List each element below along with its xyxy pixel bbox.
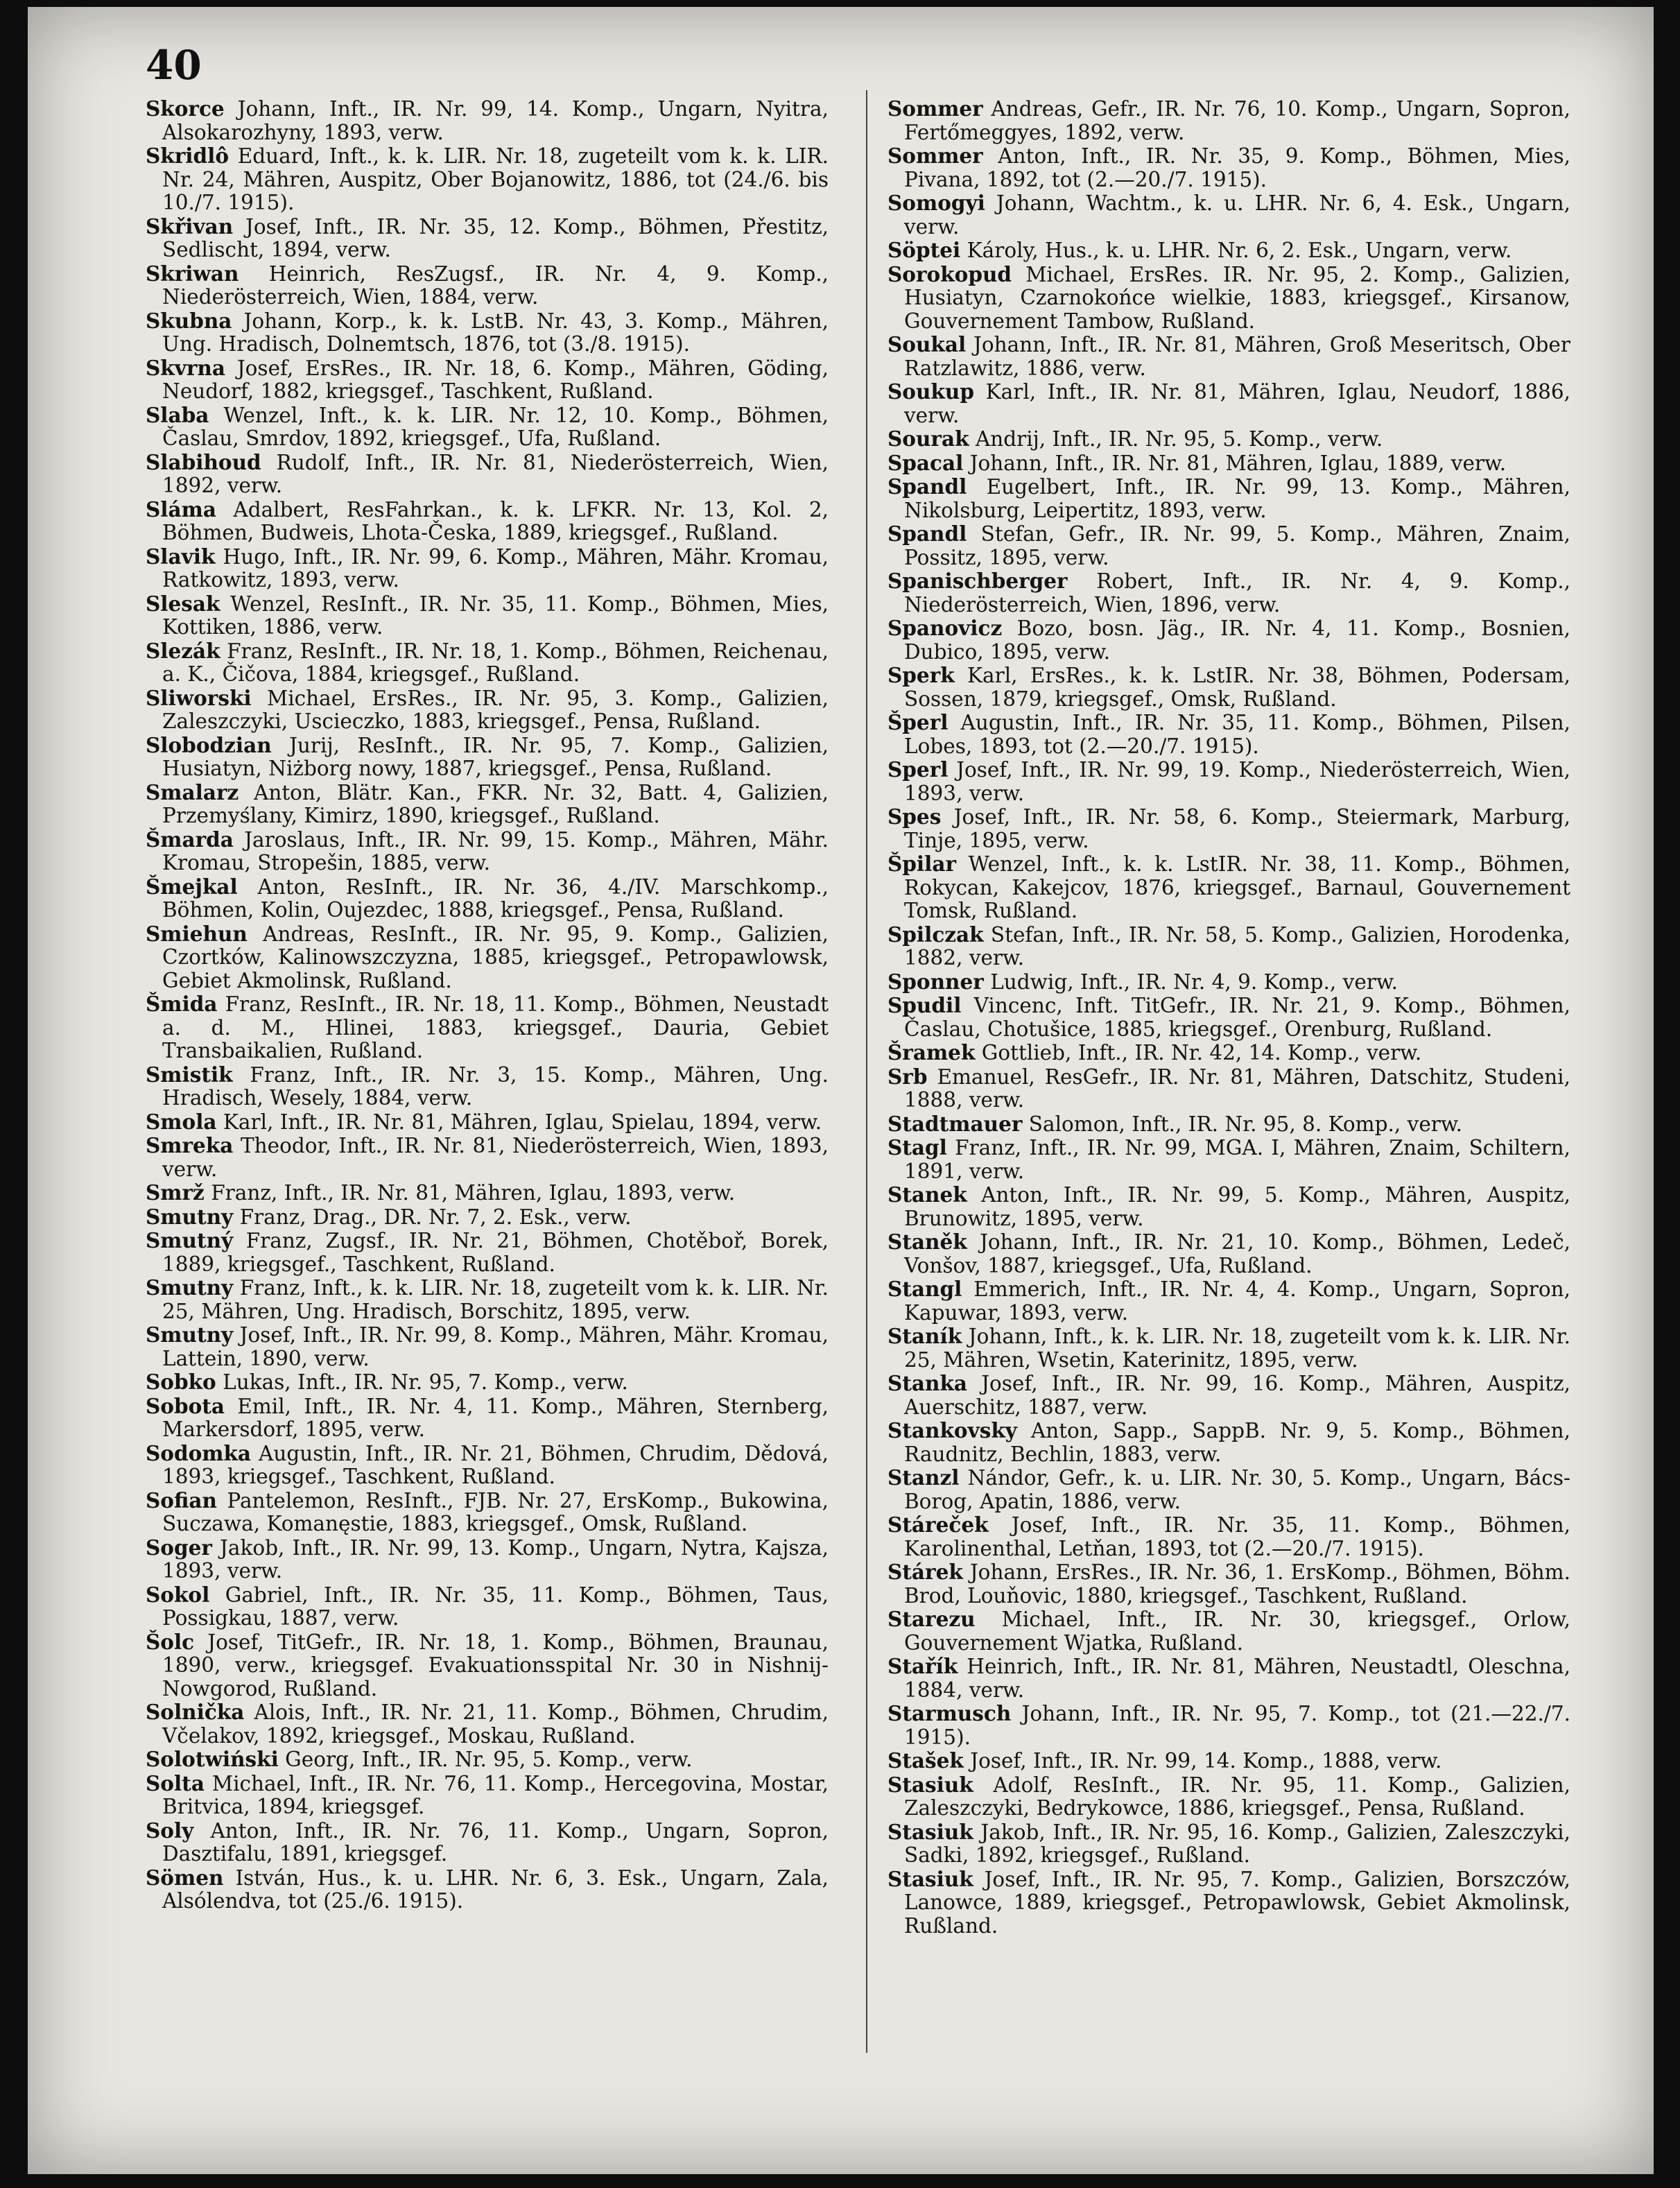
entry-name: Stangl <box>887 1277 962 1301</box>
list-item <box>146 1700 829 1748</box>
entry-name: Stankovsky <box>887 1418 1017 1442</box>
entry-name: Spilczak <box>887 922 984 947</box>
entry-name: Staněk <box>887 1230 967 1254</box>
list-item <box>887 427 1570 451</box>
list-item <box>146 875 829 922</box>
entry-text: Michael, ErsRes., IR. Nr. 95, 3. Komp., Galizien, Zaleszczyki, Uscieczko, 1883, kriegsgef., Pensa, Rußland. <box>162 686 829 733</box>
entry-name: Skřivan <box>146 214 234 239</box>
entry-text: Franz, Inft., IR. Nr. 3, 15. Komp., Mähren, Ung. Hradisch, Wesely, 1884, verw. <box>162 1062 829 1110</box>
entry-text: Anton, ResInft., IR. Nr. 36, 4./IV. Marschkomp., Böhmen, Kolin, Oujezdec, 1888, kriegsgef., Pensa, Rußland. <box>162 875 829 922</box>
entry-text: Franz, Inft., IR. Nr. 81, Mähren, Iglau, 1893, verw. <box>204 1181 736 1205</box>
entry-text: Nándor, Gefr., k. u. LIR. Nr. 30, 5. Komp., Ungarn, Bács-Borog, Apatin, 1886, verw. <box>904 1466 1570 1513</box>
list-item <box>887 144 1570 191</box>
entry-text: Ludwig, Inft., IR. Nr. 4, 9. Komp., verw. <box>983 970 1398 994</box>
list-item <box>146 1110 829 1135</box>
list-item <box>146 1583 829 1630</box>
list-item <box>146 781 829 828</box>
list-item <box>146 687 829 734</box>
page-number: 40 <box>146 42 202 89</box>
list-item <box>146 992 829 1063</box>
entry-text: Adolf, ResInft., IR. Nr. 95, 11. Komp., Galizien, Zaleszczyki, Bedrykowce, 1886, kriegsgef., Pensa, Rußland. <box>904 1773 1570 1820</box>
list-item <box>887 191 1570 239</box>
entry-name: Stašek <box>887 1748 964 1773</box>
entry-name: Slesak <box>146 591 220 616</box>
entry-name: Slabihoud <box>146 449 261 474</box>
entry-text: Jakob, Inft., IR. Nr. 95, 16. Komp., Galizien, Zaleszczyki, Sadki, 1892, kriegsgef., Rußland. <box>904 1820 1570 1867</box>
entry-name: Slezák <box>146 638 220 663</box>
entry-text: Hugo, Inft., IR. Nr. 99, 6. Komp., Mähren, Mähr. Kromau, Ratkowitz, 1893, verw. <box>162 544 829 592</box>
entry-text: Michael, ErsRes. IR. Nr. 95, 2. Komp., Galizien, Husiatyn, Czarnokońce wielkie, 1883, kriegsgef., Kirsanow, Gouvernement Tambow, Rußland. <box>904 262 1570 333</box>
entry-name: Smutny <box>146 1204 234 1229</box>
entry-name: Somogyi <box>887 191 985 215</box>
list-item <box>887 1183 1570 1230</box>
entry-text: Josef, Inft., IR. Nr. 99, 8. Komp., Mähren, Mähr. Kromau, Lattein, 1890, verw. <box>162 1323 829 1370</box>
entry-name: Špilar <box>887 852 957 876</box>
entry-text: Josef, ErsRes., IR. Nr. 18, 6. Komp., Mähren, Göding, Neudorf, 1882, kriegsgef., Taschkent, Rußland. <box>162 356 829 403</box>
entry-name: Sperl <box>887 757 949 782</box>
list-item <box>887 333 1570 380</box>
entry-text: Emanuel, ResGefr., IR. Nr. 81, Mähren, Datschitz, Studeni, 1888, verw. <box>904 1065 1570 1112</box>
list-item <box>887 263 1570 334</box>
entry-text: Michael, Inft., IR. Nr. 76, 11. Komp., Hercegovina, Mostar, Britvica, 1894, kriegsgef. <box>162 1771 829 1818</box>
list-item <box>887 1372 1570 1419</box>
entry-text: Franz, Inft., k. k. LIR. Nr. 18, zugeteilt vom k. k. LIR. Nr. 25, Mähren, Ung. Hradisch, Borschitz, 1895, verw. <box>162 1276 829 1323</box>
list-item <box>887 1773 1570 1820</box>
list-item <box>887 617 1570 664</box>
list-item <box>887 994 1570 1041</box>
list-item <box>887 758 1570 805</box>
entry-name: Sofian <box>146 1488 217 1513</box>
entry-text: Jaroslaus, Inft., IR. Nr. 99, 15. Komp., Mähren, Mähr. Kromau, Stropešin, 1885, verw. <box>162 827 829 875</box>
list-item <box>887 1136 1570 1183</box>
list-item <box>887 1466 1570 1513</box>
entry-name: Skridlô <box>146 144 230 168</box>
entry-text: Heinrich, Inft., IR. Nr. 81, Mähren, Neustadtl, Oleschna, 1884, verw. <box>904 1655 1570 1702</box>
list-item <box>146 262 829 309</box>
list-item <box>887 664 1570 711</box>
entry-text: Vincenc, Inft. TitGefr., IR. Nr. 21, 9. Komp., Böhmen, Časlau, Chotušice, 1885, kriegsgef., Orenburg, Rußland. <box>904 994 1570 1041</box>
list-item <box>887 1325 1570 1372</box>
entry-name: Smutny <box>146 1323 234 1347</box>
entry-text: Josef, Inft., IR. Nr. 99, 19. Komp., Niederösterreich, Wien, 1893, verw. <box>904 758 1570 805</box>
entry-text: Jurij, ResInft., IR. Nr. 95, 7. Komp., Galizien, Husiatyn, Niżborg nowy, 1887, kriegsgef., Pensa, Rußland. <box>162 733 829 780</box>
list-item <box>146 1536 829 1583</box>
entry-text: Gabriel, Inft., IR. Nr. 35, 11. Komp., Böhmen, Taus, Possigkau, 1887, verw. <box>162 1583 829 1630</box>
right-column <box>887 97 1570 1938</box>
list-item <box>887 97 1570 144</box>
entry-name: Stanka <box>887 1371 968 1395</box>
entry-text: Franz, Zugsf., IR. Nr. 21, Böhmen, Chotěboř, Borek, 1889, kriegsgef., Taschkent, Rußland. <box>162 1229 829 1276</box>
entry-name: Šperl <box>887 710 949 734</box>
entry-name: Spandl <box>887 474 967 499</box>
list-item <box>887 522 1570 569</box>
entry-name: Staník <box>887 1324 962 1348</box>
entry-name: Solnička <box>146 1700 245 1724</box>
entry-name: Sperk <box>887 663 955 687</box>
list-item <box>887 1820 1570 1868</box>
entry-text: Karl, Inft., IR. Nr. 81, Mähren, Iglau, Neudorf, 1886, verw. <box>904 380 1570 427</box>
entry-text: Franz, Inft., IR. Nr. 99, MGA. I, Mähren, Znaim, Schiltern, 1891, verw. <box>904 1136 1570 1183</box>
entry-text: Bozo, bosn. Jäg., IR. Nr. 4, 11. Komp., Bosnien, Dubico, 1895, verw. <box>904 617 1570 664</box>
entry-text: Johann, Inft., IR. Nr. 81, Mähren, Groß Meseritsch, Ober Ratzlawitz, 1886, verw. <box>904 333 1570 380</box>
entry-name: Spanovicz <box>887 616 1003 640</box>
entry-text: Alois, Inft., IR. Nr. 21, 11. Komp., Böhmen, Chrudim, Včelakov, 1892, kriegsgef., Moskau, Rußland. <box>162 1700 829 1748</box>
entry-text: Johann, Inft., IR. Nr. 81, Mähren, Iglau, 1889, verw. <box>963 451 1507 475</box>
list-item <box>887 1419 1570 1466</box>
list-item <box>887 852 1570 923</box>
entry-text: Lukas, Inft., IR. Nr. 95, 7. Komp., verw. <box>216 1370 628 1394</box>
entry-text: Anton, Sapp., SappB. Nr. 9, 5. Komp., Böhmen, Raudnitz, Bechlin, 1883, verw. <box>904 1419 1570 1466</box>
entry-text: Anton, Blätr. Kan., FKR. Nr. 32, Batt. 4, Galizien, Przemyślany, Kimirz, 1890, kriegsgef., Rußland. <box>162 780 829 827</box>
list-item <box>146 1395 829 1442</box>
entry-name: Sorokopud <box>887 261 1012 286</box>
list-item <box>146 592 829 639</box>
entry-text: Augustin, Inft., IR. Nr. 35, 11. Komp., Böhmen, Pilsen, Lobes, 1893, tot (2.—20./7. 1915). <box>904 711 1570 758</box>
list-item <box>146 1772 829 1819</box>
entry-text: Emmerich, Inft., IR. Nr. 4, 4. Komp., Ungarn, Sopron, Kapuwar, 1893, verw. <box>904 1277 1570 1325</box>
list-item <box>887 1230 1570 1277</box>
list-item <box>146 1134 829 1181</box>
entry-text: Eugelbert, Inft., IR. Nr. 99, 13. Komp., Mähren, Nikolsburg, Leipertitz, 1893, verw. <box>904 475 1570 522</box>
entry-name: Šmida <box>146 992 218 1016</box>
entry-text: Josef, Inft., IR. Nr. 99, 16. Komp., Mähren, Auspitz, Auerschitz, 1887, verw. <box>904 1372 1570 1419</box>
list-item <box>146 309 829 356</box>
entry-name: Spandl <box>887 522 967 546</box>
list-item <box>146 1323 829 1370</box>
list-item <box>887 1112 1570 1137</box>
entry-name: Söptei <box>887 238 961 262</box>
entry-name: Srb <box>887 1064 928 1089</box>
entry-text: Stefan, Gefr., IR. Nr. 99, 5. Komp., Mähren, Znaim, Possitz, 1895, verw. <box>904 522 1570 569</box>
list-item <box>146 451 829 498</box>
entry-name: Sliworski <box>146 685 252 710</box>
entry-text: Johann, Inft., IR. Nr. 95, 7. Komp., tot (21.—22./7. 1915). <box>904 1702 1570 1749</box>
document-page <box>28 7 1654 2174</box>
entry-name: Šolc <box>146 1629 195 1654</box>
entry-text: Josef, TitGefr., IR. Nr. 18, 1. Komp., Böhmen, Braunau, 1890, verw., kriegsgef. Evakuationsspital Nr. 30 in Nishnij-Nowgorod, Rußland. <box>162 1630 829 1700</box>
entry-text: Johann, Inft., IR. Nr. 21, 10. Komp., Böhmen, Ledeč, Vonšov, 1887, kriegsgef., Ufa, Rußland. <box>904 1230 1570 1277</box>
list-item <box>146 144 829 215</box>
list-item <box>146 1370 829 1395</box>
entry-text: Anton, Inft., IR. Nr. 76, 11. Komp., Ungarn, Sopron, Dasztifalu, 1891, kriegsgef. <box>162 1818 829 1866</box>
entry-name: Spes <box>887 804 942 829</box>
list-item <box>887 475 1570 522</box>
left-column <box>146 97 829 1913</box>
list-item <box>887 1749 1570 1773</box>
entry-name: Stanzl <box>887 1465 960 1490</box>
entry-name: Smola <box>146 1109 217 1134</box>
entry-text: Andreas, Gefr., IR. Nr. 76, 10. Komp., Ungarn, Sopron, Fertőmeggyes, 1892, verw. <box>904 97 1570 144</box>
entry-name: Solta <box>146 1771 205 1795</box>
entry-text: Johann, Inft., IR. Nr. 99, 14. Komp., Ungarn, Nyitra, Alsokarozhyny, 1893, verw. <box>162 97 829 144</box>
entry-name: Stárek <box>887 1560 963 1584</box>
entry-text: Eduard, Inft., k. k. LIR. Nr. 18, zugeteilt vom k. k. LIR. Nr. 24, Mähren, Auspitz, Ober Bojanowitz, 1886, tot (24./6. bis 10./7. 1915). <box>162 144 829 214</box>
list-item <box>146 97 829 144</box>
entry-text: Salomon, Inft., IR. Nr. 95, 8. Komp., verw. <box>1022 1112 1463 1136</box>
entry-text: Johann, Korp., k. k. LstB. Nr. 43, 3. Komp., Mähren, Ung. Hradisch, Dolnemtsch, 1876, tot (3./8. 1915). <box>162 309 829 356</box>
list-item <box>146 1442 829 1489</box>
entry-text: Andrij, Inft., IR. Nr. 95, 5. Komp., verw. <box>969 427 1383 451</box>
list-item <box>146 498 829 545</box>
entry-name: Skubna <box>146 308 232 333</box>
list-item <box>146 1276 829 1323</box>
entry-name: Slobodzian <box>146 732 272 757</box>
entry-name: Stagl <box>887 1135 947 1160</box>
list-item <box>887 970 1570 994</box>
entry-name: Stanek <box>887 1182 967 1207</box>
list-item <box>146 1748 829 1772</box>
entry-name: Slaba <box>146 402 209 427</box>
entry-name: Slavik <box>146 544 216 569</box>
entry-name: Stasiuk <box>887 1866 973 1891</box>
list-item <box>146 1063 829 1110</box>
entry-text: Wenzel, Inft., k. k. LIR. Nr. 12, 10. Komp., Böhmen, Časlau, Smrdov, 1892, kriegsgef., Ufa, Rußland. <box>162 403 829 450</box>
entry-name: Skvrna <box>146 355 225 380</box>
entry-text: Wenzel, ResInft., IR. Nr. 35, 11. Komp., Böhmen, Mies, Kottiken, 1886, verw. <box>162 592 829 639</box>
entry-text: Emil, Inft., IR. Nr. 4, 11. Komp., Mähren, Sternberg, Markersdorf, 1895, verw. <box>162 1394 829 1441</box>
entry-text: Andreas, ResInft., IR. Nr. 95, 9. Komp., Galizien, Czortków, Kalinowszczyzna, 1885, kriegsgef., Petropawlowsk, Gebiet Akmolinsk, Rußland. <box>162 922 829 992</box>
list-item <box>887 1041 1570 1065</box>
entry-text: Theodor, Inft., IR. Nr. 81, Niederösterreich, Wien, 1893, verw. <box>162 1134 829 1181</box>
entry-text: Franz, Drag., DR. Nr. 7, 2. Esk., verw. <box>233 1205 632 1229</box>
entry-text: Franz, ResInft., IR. Nr. 18, 1. Komp., Böhmen, Reichenau, a. K., Čičova, 1884, kriegsgef., Rußland. <box>162 639 829 686</box>
entry-text: Josef, Inft., IR. Nr. 35, 11. Komp., Böhmen, Karolinenthal, Letňan, 1893, tot (2.—20./7. 1915). <box>904 1513 1570 1560</box>
entry-name: Šmarda <box>146 827 234 852</box>
list-item <box>146 922 829 993</box>
entry-name: Spudil <box>887 993 962 1017</box>
entry-text: Adalbert, ResFahrkan., k. k. LFKR. Nr. 13, Kol. 2, Böhmen, Budweis, Lhota-Česka, 1889, kriegsgef., Rußland. <box>162 497 829 544</box>
entry-text: Karl, ErsRes., k. k. LstIR. Nr. 38, Böhmen, Podersam, Sossen, 1879, kriegsgef., Omsk, Rußland. <box>904 664 1570 711</box>
entry-name: Stáreček <box>887 1513 989 1537</box>
entry-name: Starmusch <box>887 1701 1012 1725</box>
list-item <box>887 451 1570 476</box>
entry-text: Jakob, Inft., IR. Nr. 99, 13. Komp., Ungarn, Nytra, Kajsza, 1893, verw. <box>162 1535 829 1583</box>
list-item <box>887 380 1570 427</box>
list-item <box>146 1181 829 1205</box>
entry-text: Wenzel, Inft., k. k. LstIR. Nr. 38, 11. Komp., Böhmen, Rokycan, Kakejcov, 1876, kriegsgef., Barnaul, Gouvernement Tomsk, Rußland. <box>904 852 1570 922</box>
entry-name: Starezu <box>887 1607 976 1631</box>
entry-name: Smrž <box>146 1180 205 1205</box>
entry-name: Šramek <box>887 1040 976 1065</box>
entry-name: Sömen <box>146 1865 224 1890</box>
entry-name: Sourak <box>887 427 969 451</box>
list-item <box>146 1630 829 1701</box>
list-item <box>887 1277 1570 1325</box>
list-item <box>887 805 1570 852</box>
entry-text: Károly, Hus., k. u. LHR. Nr. 6, 2. Esk., Ungarn, verw. <box>960 239 1512 262</box>
entry-name: Sobota <box>146 1393 225 1418</box>
entry-name: Stasiuk <box>887 1819 973 1844</box>
entry-name: Sommer <box>887 144 983 168</box>
list-item <box>146 639 829 687</box>
entry-name: Spacal <box>887 450 964 475</box>
entry-text: Johann, Wachtm., k. u. LHR. Nr. 6, 4. Esk., Ungarn, verw. <box>904 191 1570 239</box>
list-item <box>146 734 829 781</box>
list-item <box>887 1702 1570 1749</box>
entry-text: István, Hus., k. u. LHR. Nr. 6, 3. Esk., Ungarn, Zala, Alsólendva, tot (25./6. 1915). <box>162 1866 829 1913</box>
entry-name: Stařík <box>887 1654 958 1678</box>
entry-name: Smreka <box>146 1133 234 1157</box>
entry-text: Michael, Inft., IR. Nr. 30, kriegsgef., Orlow, Gouvernement Wjatka, Rußland. <box>904 1608 1570 1655</box>
entry-name: Spanischberger <box>887 569 1068 593</box>
entry-text: Stefan, Inft., IR. Nr. 58, 5. Komp., Galizien, Horodenka, 1882, verw. <box>904 922 1570 970</box>
entry-name: Smutný <box>146 1228 234 1252</box>
entry-text: Anton, Inft., IR. Nr. 35, 9. Komp., Böhmen, Mies, Pivana, 1892, tot (2.—20./7. 1915). <box>904 144 1570 191</box>
entry-name: Sommer <box>887 96 983 121</box>
list-item <box>146 404 829 451</box>
entry-name: Smalarz <box>146 779 239 804</box>
entry-text: Gottlieb, Inft., IR. Nr. 42, 14. Komp., verw. <box>975 1041 1422 1065</box>
entry-name: Solotwiński <box>146 1747 279 1771</box>
column-divider <box>866 90 867 2053</box>
entry-text: Josef, Inft., IR. Nr. 58, 6. Komp., Steiermark, Marburg, Tinje, 1895, verw. <box>904 805 1570 852</box>
list-item <box>887 569 1570 617</box>
list-item <box>887 1065 1570 1112</box>
entry-text: Johann, Inft., k. k. LIR. Nr. 18, zugeteilt vom k. k. LIR. Nr. 25, Mähren, Wsetin, Katerinitz, 1895, verw. <box>904 1325 1570 1372</box>
entry-text: Robert, Inft., IR. Nr. 4, 9. Komp., Niederösterreich, Wien, 1896, verw. <box>904 569 1570 617</box>
list-item <box>887 923 1570 970</box>
entry-name: Skorce <box>146 96 225 121</box>
list-item <box>146 215 829 262</box>
entry-text: Josef, Inft., IR. Nr. 99, 14. Komp., 1888, verw. <box>963 1749 1442 1773</box>
entry-name: Sodomka <box>146 1440 252 1465</box>
entry-text: Pantelemon, ResInft., FJB. Nr. 27, ErsKomp., Bukowina, Suczawa, Komanęstie, 1883, kriegsgef., Omsk, Rußland. <box>162 1488 829 1535</box>
list-item <box>887 239 1570 263</box>
entry-text: Augustin, Inft., IR. Nr. 21, Böhmen, Chrudim, Dědová, 1893, kriegsgef., Taschkent, Rußland. <box>162 1441 829 1488</box>
list-item <box>887 1513 1570 1560</box>
entry-name: Sobko <box>146 1370 216 1394</box>
entry-text: Karl, Inft., IR. Nr. 81, Mähren, Iglau, Spielau, 1894, verw. <box>216 1110 822 1134</box>
list-item <box>146 356 829 404</box>
entry-name: Soly <box>146 1818 194 1843</box>
entry-text: Georg, Inft., IR. Nr. 95, 5. Komp., verw. <box>278 1748 693 1771</box>
entry-name: Stadtmauer <box>887 1111 1023 1136</box>
list-item <box>887 1655 1570 1702</box>
entry-text: Josef, Inft., IR. Nr. 35, 12. Komp., Böhmen, Přestitz, Sedlischt, 1894, verw. <box>162 214 829 261</box>
entry-text: Heinrich, ResZugsf., IR. Nr. 4, 9. Komp., Niederösterreich, Wien, 1884, verw. <box>162 261 829 309</box>
entry-text: Johann, ErsRes., IR. Nr. 36, 1. ErsKomp., Böhmen, Böhm. Brod, Louňovic, 1880, kriegsgef., Taschkent, Rußland. <box>904 1560 1570 1608</box>
list-item <box>146 1229 829 1276</box>
list-item <box>146 1489 829 1536</box>
list-item <box>887 1608 1570 1655</box>
list-item <box>146 1866 829 1913</box>
entry-name: Soukup <box>887 379 974 404</box>
list-item <box>146 545 829 592</box>
entry-name: Soukal <box>887 332 967 356</box>
entry-name: Skriwan <box>146 261 239 286</box>
entry-name: Šmejkal <box>146 874 238 899</box>
entry-name: Sponner <box>887 969 984 994</box>
list-item <box>146 1819 829 1866</box>
entry-name: Smutny <box>146 1275 234 1300</box>
list-item <box>887 711 1570 758</box>
entry-name: Soger <box>146 1535 212 1560</box>
list-item <box>887 1868 1570 1938</box>
entry-name: Smistik <box>146 1062 233 1087</box>
entry-name: Stasiuk <box>887 1772 973 1797</box>
entry-text: Rudolf, Inft., IR. Nr. 81, Niederösterreich, Wien, 1892, verw. <box>162 450 829 497</box>
entry-name: Smiehun <box>146 921 248 946</box>
entry-name: Sláma <box>146 497 216 522</box>
list-item <box>887 1560 1570 1608</box>
entry-text: Anton, Inft., IR. Nr. 99, 5. Komp., Mähren, Auspitz, Brunowitz, 1895, verw. <box>904 1183 1570 1230</box>
entry-name: Sokol <box>146 1582 210 1607</box>
list-item <box>146 1205 829 1230</box>
entry-text: Franz, ResInft., IR. Nr. 18, 11. Komp., Böhmen, Neustadt a. d. M., Hlinei, 1883, kriegsgef., Dauria, Gebiet Transbaikalien, Rußland. <box>162 992 829 1062</box>
entry-text: Josef, Inft., IR. Nr. 95, 7. Komp., Galizien, Borszczów, Lanowce, 1889, kriegsgef., Petropawlowsk, Gebiet Akmolinsk, Rußland. <box>904 1867 1570 1938</box>
list-item <box>146 828 829 875</box>
